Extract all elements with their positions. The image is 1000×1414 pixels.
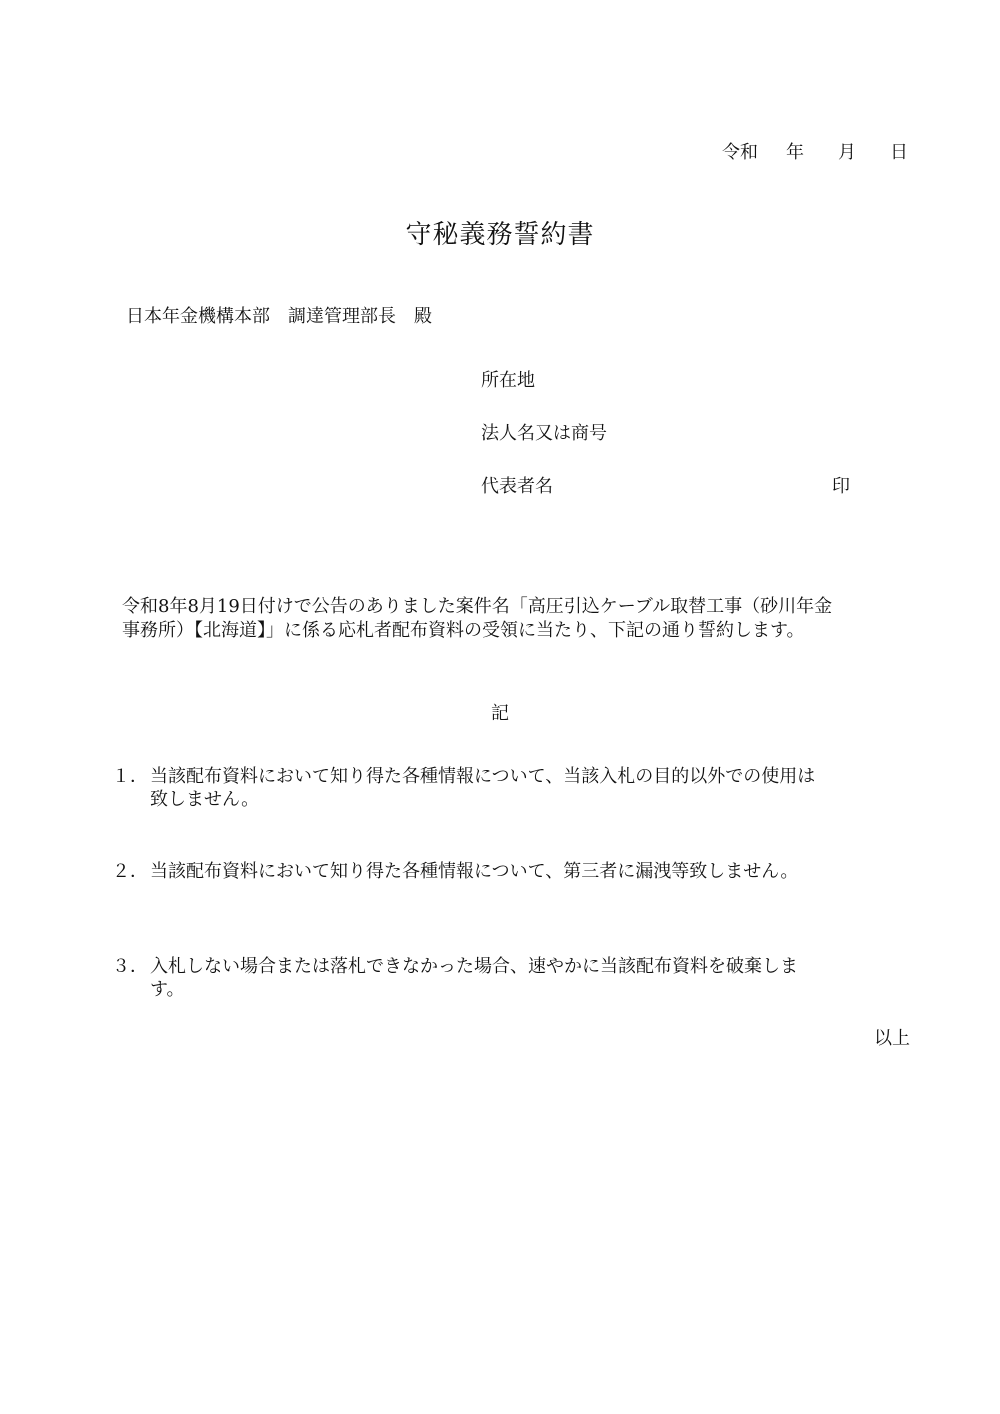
pledge-body-line: 令和8年8月19日付けで公告のありました案件名「高圧引込ケーブル取替工事（砂川年金 [122,596,833,617]
pledge-item-number: ３． [112,956,148,977]
pledge-body-line: 事務所）【北海道】」に係る応札者配布資料の受領に当たり、下記の通り誓約します。 [122,620,805,641]
closing-remark: 以上 [874,1028,910,1049]
pledge-item-text [150,765,902,811]
document-title: 守秘義務誓約書 [405,220,595,250]
addressee: 日本年金機構本部 調達管理部長 殿 [126,306,432,327]
pledge-item [112,860,902,883]
pledge-item-line: 当該配布資料において知り得た各種情報について、当該入札の目的以外での使用は [150,766,816,787]
pledge-item-line: 当該配布資料において知り得た各種情報について、第三者に漏洩等致しません。 [150,861,799,882]
date-era: 令和 [722,142,758,163]
pledge-item [112,955,902,1001]
pledge-item-number: ２． [112,861,148,882]
pledge-item-line: 致しません。 [150,789,260,810]
sender-address-label: 所在地 [481,370,535,391]
pledge-body [122,595,922,643]
pledge-item-text [150,860,902,883]
pledge-item [112,765,902,811]
pledge-item-text [150,955,902,1001]
date-line [722,144,908,162]
date-year-unit: 年 [786,142,804,163]
pledge-item-line: 入札しない場合または落札できなかった場合、速やかに当該配布資料を破棄しま [150,956,798,977]
pledge-item-line: す。 [150,979,185,1000]
ki-heading: 記 [491,703,509,724]
pledge-item-number: １． [112,766,148,787]
sender-representative-label: 代表者名 [481,476,553,497]
seal-mark: 印 [832,476,850,497]
date-day-unit: 日 [890,142,908,163]
date-month-unit: 月 [838,142,856,163]
sender-company-label: 法人名又は商号 [481,423,607,444]
